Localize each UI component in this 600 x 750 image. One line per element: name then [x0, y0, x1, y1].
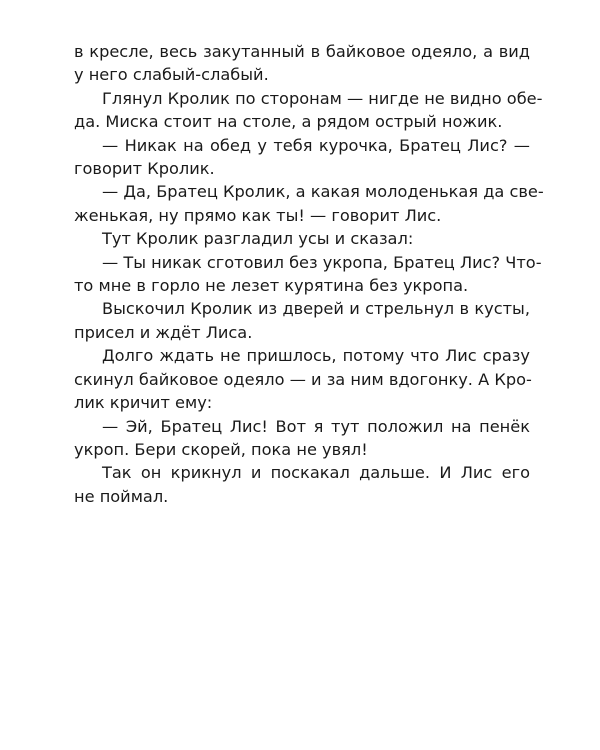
text-line: — Эй, Братец Лис! Вот я тут положил на пенёк	[102, 416, 530, 436]
text-line: говорит Кролик.	[74, 159, 215, 179]
text-line: — Да, Братец Кролик, а какая молоденькая да све-	[102, 182, 544, 202]
text-line: присел и ждёт Лиса.	[74, 322, 253, 342]
paragraph	[74, 251, 542, 298]
text-line: Долго ждать не пришлось, потому что Лис сразу	[102, 346, 530, 366]
text-line: у него слабый-слабый.	[74, 65, 269, 85]
paragraph	[74, 227, 530, 250]
paragraph	[74, 461, 530, 508]
paragraph	[74, 87, 543, 134]
text-line: Выскочил Кролик из дверей и стрельнул в кусты,	[102, 299, 530, 319]
text-line: — Ты никак сготовил без укропа, Братец Лис? Что-	[102, 252, 542, 272]
text-line: в кресле, весь закутанный в байковое одеяло, а вид	[74, 42, 530, 61]
story-text	[74, 40, 544, 508]
text-line: да. Миска стоит на столе, а рядом острый ножик.	[74, 112, 503, 132]
paragraph	[74, 40, 530, 87]
text-line: Тут Кролик разгладил усы и сказал:	[102, 229, 414, 249]
text-line: укроп. Бери скорей, пока не увял!	[74, 439, 368, 459]
paragraph	[74, 415, 530, 462]
text-line: то мне в горло не лезет курятина без укропа.	[74, 276, 469, 296]
text-line: лик кричит ему:	[74, 393, 213, 413]
text-line: Так он крикнул и поскакал дальше. И Лис его	[102, 463, 530, 483]
text-line: Глянул Кролик по сторонам — нигде не видно обе-	[102, 88, 543, 108]
text-line: не поймал.	[74, 486, 169, 506]
text-line: — Никак на обед у тебя курочка, Братец Лис? —	[102, 135, 530, 155]
paragraph	[74, 134, 530, 181]
paragraph	[74, 344, 530, 414]
text-line: женькая, ну прямо как ты! — говорит Лис.	[74, 205, 442, 225]
paragraph	[74, 180, 544, 227]
text-line: скинул байковое одеяло — и за ним вдогонку. А Кро-	[74, 369, 532, 389]
paragraph	[74, 297, 530, 344]
